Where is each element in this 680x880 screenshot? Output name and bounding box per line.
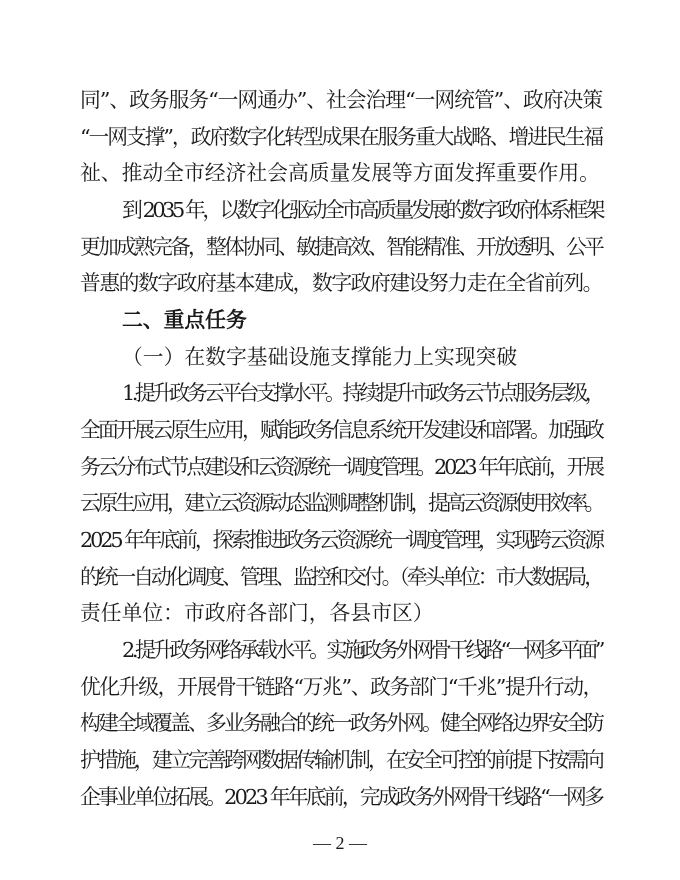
- text-line: 构建全域覆盖、多业务融合的统一政务外网。健全网络边界安全防: [80, 711, 602, 735]
- text-line: 优化升级，开展骨干链路“万兆”、政务部门“千兆”提升行动，: [80, 675, 602, 699]
- subsection-heading: （一）在数字基础设施支撑能力上实现突破: [122, 345, 518, 369]
- section-heading: 二、重点任务: [122, 307, 247, 332]
- text-line: 的统一自动化调度、管理、监控和交付。（牵头单位：市大数据局，: [80, 565, 602, 589]
- text-line: 全面开展云原生应用，赋能政务信息系统开发建设和部署。加强政: [80, 418, 602, 442]
- text-line: 企事业单位拓展。2023 年年底前，完成政务外网骨干线路“一网多: [80, 785, 602, 809]
- text-line: 责任单位：市政府各部门，各县市区）: [80, 601, 434, 625]
- page-number: — 2 —: [313, 833, 367, 853]
- text-line: 务云分布式节点建设和云资源统一调度管理。2023 年年底前，开展: [80, 455, 602, 479]
- text-line: 云原生应用，建立云资源动态监测调整机制，提高云资源使用效率。: [80, 491, 602, 515]
- paragraph-start: 到 2035 年，以数字化驱动全市高质量发展的数字政府体系框架: [122, 198, 602, 222]
- text-line: 更加成熟完备，整体协同、敏捷高效、智能精准、开放透明、公平: [80, 235, 602, 259]
- text-line: 护措施，建立完善跨网数据传输机制，在安全可控的前提下按需向: [80, 748, 602, 772]
- text-line: 祉、推动全市经济社会高质量发展等方面发挥重要作用。: [80, 161, 600, 185]
- text-line: 普惠的数字政府基本建成，数字政府建设努力走在全省前列。: [80, 271, 602, 295]
- text-line: 同”、政务服务“一网通办”、社会治理“一网统管”、政府决策: [80, 88, 602, 112]
- paragraph-start: 2.提升政务网络承载水平。实施政务外网骨干线路“一网多平面”: [122, 638, 603, 662]
- text-line: “一网支撑”，政府数字化转型成果在服务重大战略、增进民生福: [80, 125, 602, 149]
- paragraph-start: 1.提升政务云平台支撑水平。持续提升市政务云节点服务层级，: [122, 381, 603, 405]
- text-line: 2025 年年底前，探索推进政务云资源统一调度管理，实现跨云资源: [80, 528, 602, 552]
